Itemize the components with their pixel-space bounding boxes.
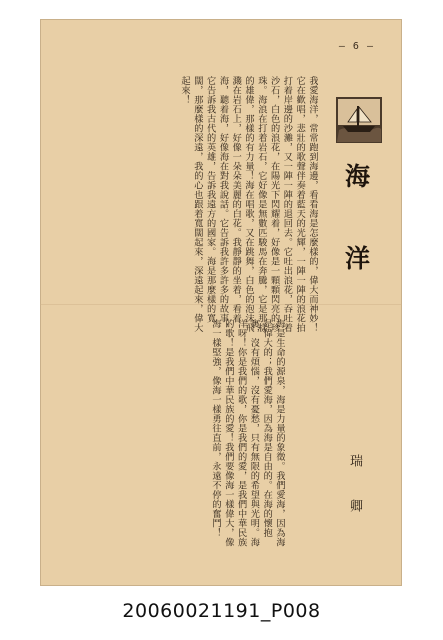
document-page bbox=[40, 19, 402, 586]
title-char-1: 海 bbox=[344, 162, 370, 191]
body-text-lower bbox=[75, 319, 285, 554]
body-text-upper bbox=[60, 76, 318, 336]
image-caption: 20060021191_P008 bbox=[122, 600, 321, 622]
author: 瑞 卿 bbox=[347, 454, 362, 527]
body-paragraph-lower: 海是生命的源泉，海是力量的象徵。我們愛海，因為海是偉大的；我們愛海，因為海是自由的。在海的懷抱裏，沒有煩惱，沒有憂愁，只有無限的希望與光明。海洋呀！你是我們的歌，你是我們的愛，是我們中華民族的歌！是我們中華民族的愛！我們要像海一樣偉大，像海一樣堅強，像海一樣勇往直前，永遠不停的奮鬥！ bbox=[210, 319, 285, 547]
page-number: — 6 — bbox=[338, 41, 374, 52]
title-char-2: 洋 bbox=[344, 244, 370, 273]
body-paragraph-upper: 我愛海洋，常常跑到海邊，看看海是怎麼樣的，偉大而神妙！它在歡唱，悲壯的歌聲伴奏着藍天的光輝，一陣一陣的浪花拍打着岸邊的沙灘，又一陣一陣的退回去。它吐出浪花，吞吐着沙石，白色的浪花，在陽光下閃耀着，好像是一顆顆閃亮的珍珠。海浪在打着岩石，它好像是無數匹駿馬在奔騰，它是那樣的雄偉，那樣的有力量！海在唱歌，又在跳舞，白色的泡沫飛濺在岩石上，好像一朵朵美麗的白花。我靜靜的坐着，看着海，聽着海，好像海在對我說話。它告訴我許多許多的故事，它告訴我古代的英雄，告訴我遠方的國家。海是那麼樣的寬闊，那麼樣的深遠，我的心也跟着寬闊起來，深遠起來，偉大起來！ bbox=[179, 76, 318, 333]
ship-emblem-icon bbox=[335, 96, 383, 144]
